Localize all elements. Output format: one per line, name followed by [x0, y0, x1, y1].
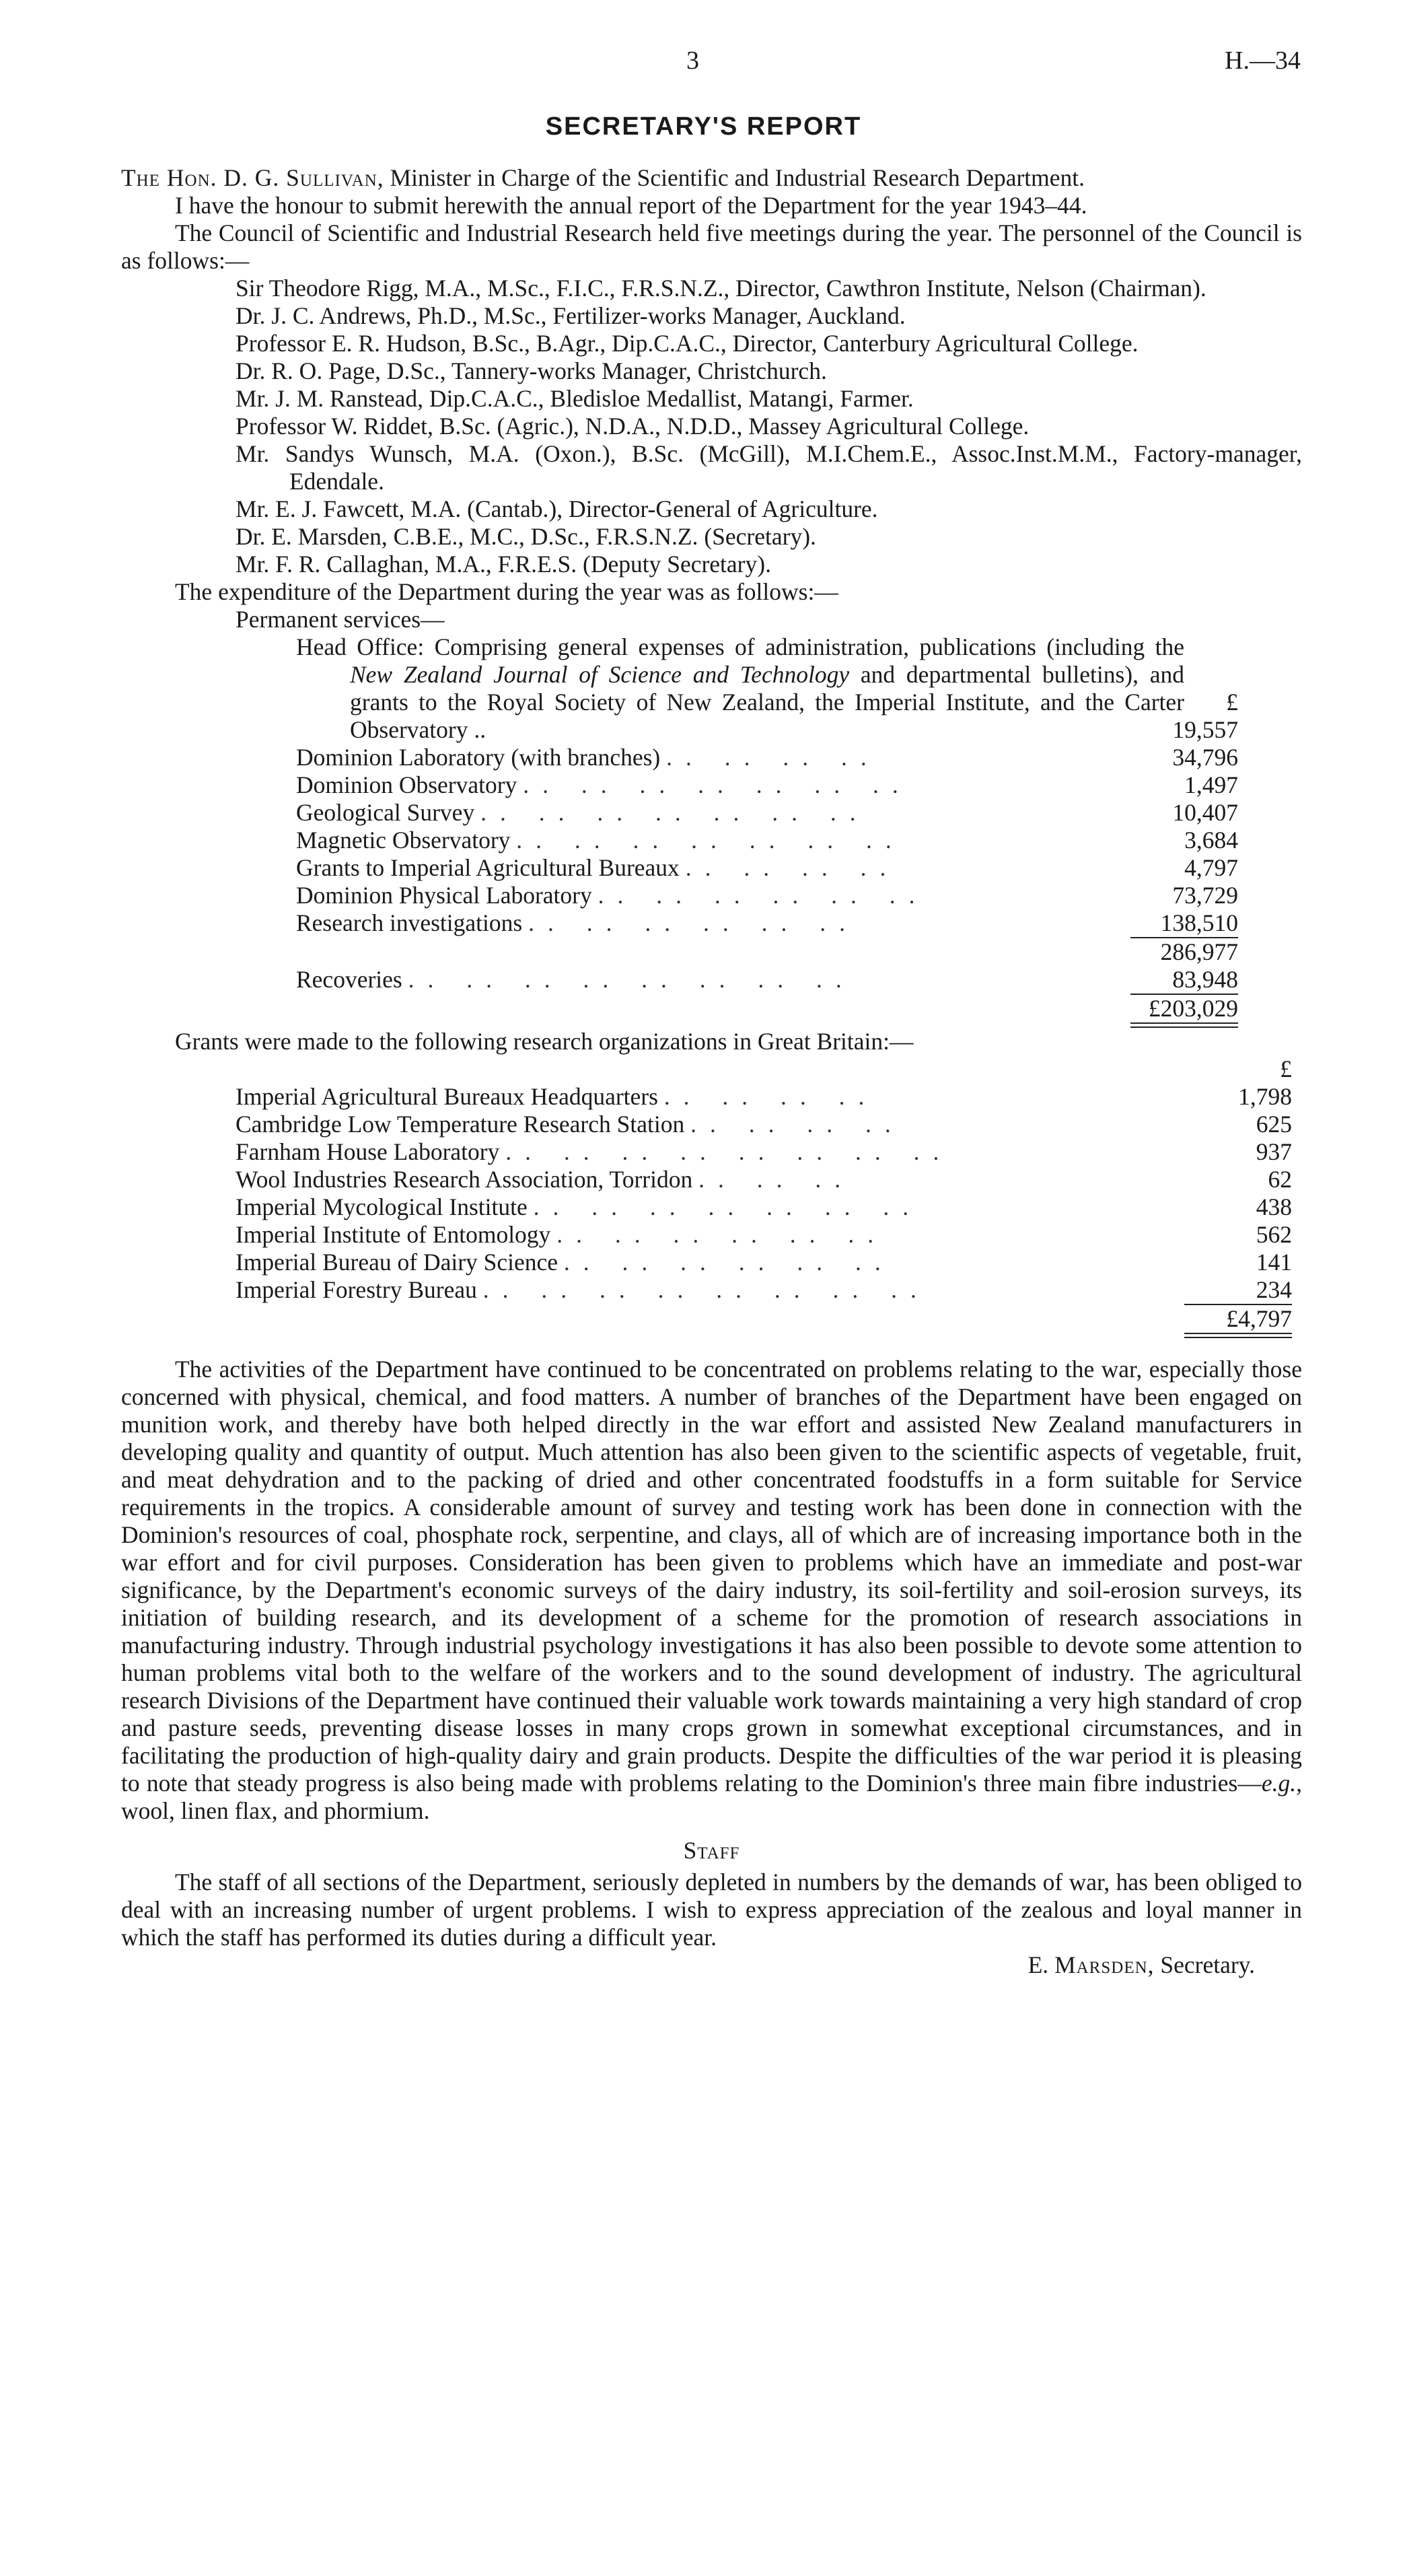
expenditure-row: Grants to Imperial Agricultural Bureaux .. .. .. .. 4,797 — [296, 854, 1238, 881]
council-member: Professor W. Riddet, B.Sc. (Agric.), N.D.A., N.D.D., Massey Agricultural College. — [236, 413, 1030, 440]
expenditure-amount: 3,684 — [1184, 827, 1238, 854]
signature: E. Marsden, Secretary. — [1027, 1951, 1255, 1978]
expenditure-row: Dominion Laboratory (with branches) .. .. .. .. 34,796 — [296, 744, 1238, 771]
grant-row: Cambridge Low Temperature Research Station .. .. .. .. 625 — [236, 1111, 1292, 1138]
grant-amount: 625 — [1256, 1111, 1292, 1138]
council-member: Mr. F. R. Callaghan, M.A., F.R.E.S. (Deputy Secretary). — [236, 551, 771, 578]
expenditure-amount: 73,729 — [1172, 882, 1238, 909]
expenditure-row: Dominion Physical Laboratory .. .. .. .. .. .. 73,729 — [296, 882, 1238, 909]
council-member: Sir Theodore Rigg, M.A., M.Sc., F.I.C., F.R.S.N.Z., Director, Cawthron Institute, Nelson (Chairman). — [236, 275, 1206, 302]
report-body — [121, 164, 1302, 1979]
grants-table — [236, 1055, 1292, 1338]
expenditure-amount: 4,797 — [1184, 854, 1238, 881]
intro-paragraph: I have the honour to submit herewith the annual report of the Department for the year 1943–44. — [175, 192, 1087, 219]
expenditure-total: £203,029 — [1148, 995, 1238, 1022]
grant-row: Imperial Forestry Bureau .. .. .. .. .. .. .. .. 234 — [236, 1276, 1292, 1303]
expenditure-amount: 34,796 — [1172, 744, 1238, 771]
addressee-role: Minister in Charge of the Scientific and Industrial Research Department. — [384, 164, 1085, 191]
expenditure-amount: 138,510 — [1160, 909, 1238, 936]
expenditure-intro: The expenditure of the Department during the year was as follows:— — [175, 578, 838, 605]
total-double-rule — [1130, 1022, 1238, 1028]
staff-heading: Staff — [683, 1837, 740, 1864]
head-office-row — [296, 633, 1238, 744]
grants-total-row — [236, 1305, 1292, 1333]
grant-amount: 234 — [1256, 1276, 1292, 1303]
grants-intro: Grants were made to the following research organizations in Great Britain:— — [175, 1028, 914, 1055]
expenditure-row: Research investigations .. .. .. .. .. .. 138,510 — [296, 909, 1238, 936]
expenditure-row: Magnetic Observatory .. .. .. .. .. .. .. 3,684 — [296, 827, 1238, 854]
recoveries-amount: 83,948 — [1172, 966, 1238, 993]
grant-amount: 1,798 — [1238, 1083, 1292, 1110]
head-office-amount: 19,557 — [1172, 716, 1238, 743]
council-member: Professor E. R. Hudson, B.Sc., B.Agr., Dip.C.A.C., Director, Canterbury Agricultural College. — [236, 330, 1139, 357]
council-member: Dr. E. Marsden, C.B.E., M.C., D.Sc., F.R.S.N.Z. (Secretary). — [236, 523, 816, 550]
expenditure-row: Dominion Observatory .. .. .. .. .. .. .. 1,497 — [296, 771, 1238, 798]
subtotal-amount: 286,977 — [1160, 938, 1238, 965]
grant-row: Imperial Agricultural Bureaux Headquarters .. .. .. .. 1,798 — [236, 1083, 1292, 1110]
expenditure-row: Geological Survey .. .. .. .. .. .. .. 10,407 — [296, 799, 1238, 826]
document-reference: H.—34 — [1225, 46, 1301, 75]
grant-row: Imperial Bureau of Dairy Science .. .. .. .. .. .. 141 — [236, 1249, 1292, 1276]
currency-symbol: £ — [1280, 1055, 1292, 1082]
report-title: SECRETARY'S REPORT — [545, 112, 862, 141]
permanent-services-label: Permanent services— — [236, 606, 445, 633]
recoveries-row: Recoveries .. .. .. .. .. .. .. .. 83,948 — [296, 966, 1238, 993]
head-office-description: Head Office: Comprising general expenses of administration, publications (including the New Zealand Journal of Science and Technology and departmental bulletins), and grants to the Royal Society of New Zealand, the Imperial Institute, and the Carter Observatory .. — [296, 633, 1184, 743]
expenditure-section — [236, 606, 1302, 1028]
journal-title: New Zealand Journal of Science and Technology — [350, 661, 850, 688]
grant-amount: 438 — [1256, 1193, 1292, 1220]
grant-amount: 937 — [1256, 1138, 1292, 1165]
council-member: Mr. Sandys Wunsch, M.A. (Oxon.), B.Sc. (McGill), M.I.Chem.E., Assoc.Inst.M.M., Factory-manager, Edendale. — [236, 440, 1302, 495]
grants-total: £4,797 — [1226, 1305, 1292, 1332]
page-number: 3 — [686, 46, 699, 75]
grant-row: Farnham House Laboratory .. .. .. .. .. .. .. .. 937 — [236, 1138, 1292, 1165]
grant-amount: 62 — [1268, 1166, 1292, 1193]
activities-paragraph: The activities of the Department have continued to be concentrated on problems relating to the war, especially those concerned with physical, chemical, and food matters. A number of branches of the Department have been engaged on munition work, and thereby have both helped directly in the war effort and assisted New Zealand manufacturers in developing quality and quantity of output. Much attention has also been given to the scientific aspects of vegetable, fruit, and meat dehydration and to the packing of dried and other concentrated foodstuffs in a form suitable for Service requirements in the tropics. A considerable amount of survey and testing work has been done in connection with the Dominion's resources of coal, phosphate rock, serpentine, and clays, all of which are of increasing importance both in the war effort and for civil purposes. Consideration has been given to problems which have an immediate and post-war significance, by the Department's economic surveys of the dairy industry, its soil-fertility and soil-erosion surveys, its initiation of building research, and its development of a scheme for the promotion of research associations in manufacturing industry. Through industrial psychology investigations it has also been possible to devote some attention to human problems vital both to the welfare of the workers and to the sound development of industry. The agricultural research Divisions of the Department have continued their valuable work towards maintaining a very high standard of crop and pasture seeds, preventing disease losses in many crops grown in somewhat exceptional circumstances, and in facilitating the production of high-quality dairy and grain products. Despite the difficulties of the war period it is pleasing to note that steady progress is also being made with problems relating to the Dominion's three main fibre industries—e.g., wool, linen flax, and phormium. — [121, 1356, 1302, 1824]
expenditure-amount: 10,407 — [1172, 799, 1238, 826]
council-member: Dr. R. O. Page, D.Sc., Tannery-works Manager, Christchurch. — [236, 357, 827, 384]
grant-row: Imperial Mycological Institute .. .. .. .. .. .. .. 438 — [236, 1193, 1292, 1220]
address-line — [121, 164, 1302, 192]
currency-symbol: £ — [1226, 689, 1238, 716]
grant-amount: 141 — [1256, 1249, 1292, 1276]
subtotal-row — [296, 938, 1238, 966]
council-member: Mr. J. M. Ranstead, Dip.C.A.C., Bledisloe Medallist, Matangi, Farmer. — [236, 385, 914, 412]
council-member: Mr. E. J. Fawcett, M.A. (Cantab.), Director-General of Agriculture. — [236, 495, 878, 522]
expenditure-table — [296, 633, 1238, 1028]
council-intro: The Council of Scientific and Industrial Research held five meetings during the year. The personnel of the Council is as follows:— — [121, 219, 1302, 274]
grants-total-double-rule — [1184, 1333, 1292, 1338]
council-members-list — [236, 275, 1302, 578]
grant-row: Wool Industries Research Association, Torridon .. .. .. 62 — [236, 1166, 1292, 1193]
staff-paragraph: The staff of all sections of the Department, seriously depleted in numbers by the demands of war, has been obliged to deal with an increasing number of urgent problems. I wish to express appreciation of the zealous and loyal manner in which the staff has performed its duties during a difficult year. — [121, 1869, 1302, 1951]
expenditure-amount: 1,497 — [1184, 771, 1238, 798]
addressee: The Hon. D. G. Sullivan, — [121, 164, 384, 191]
grant-amount: 562 — [1256, 1221, 1292, 1248]
council-member: Dr. J. C. Andrews, Ph.D., M.Sc., Fertilizer-works Manager, Auckland. — [236, 302, 906, 329]
grant-row: Imperial Institute of Entomology .. .. .. .. .. .. 562 — [236, 1221, 1292, 1248]
total-row — [296, 995, 1238, 1022]
